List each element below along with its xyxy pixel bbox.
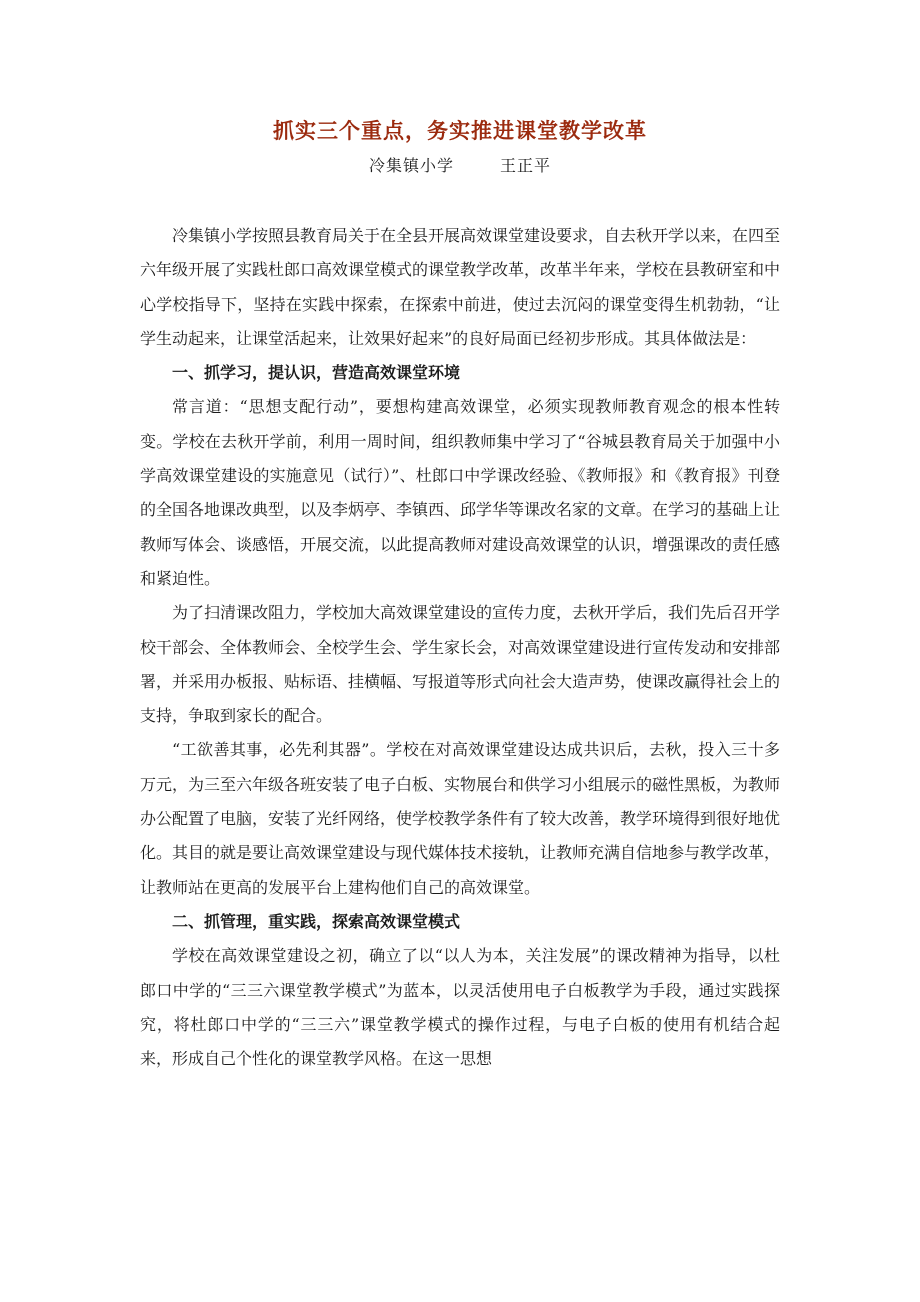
school-name: 冷集镇小学 — [368, 156, 454, 175]
paragraph: 常言道：“思想支配行动”，要想构建高效课堂，必须实现教师教育观念的根本性转变。学校在去秋开学前，利用一周时间，组织教师集中学习了“谷城县教育局关于加强中小学高效课堂建设的实施意见（试行）”、杜郎口中学课改经验、《教师报》和《教育报》刊登的全国各地课改典型，以及李炳亭、李镇西、邱学华等课改名家的文章。在学习的基础上让教师写体会、谈感悟，开展交流，以此提高教师对建设高效课堂的认识，增强课改的责任感和紧迫性。 — [140, 397, 781, 588]
paragraph: 为了扫清课改阻力，学校加大高效课堂建设的宣传力度，去秋开学后，我们先后召开学校干部会、全体教师会、全校学生会、学生家长会，对高效课堂建设进行宣传发动和安排部署，并采用办板报、贴标语、挂横幅、写报道等形式向社会大造声势，使课改赢得社会上的支持，争取到家长的配合。 — [140, 603, 781, 726]
document-body — [140, 219, 780, 1076]
paragraph: “工欲善其事，必先利其器”。学校在对高效课堂建设达成共识后，去秋，投入三十多万元，为三至六年级各班安装了电子白板、实物展台和供学习小组展示的磁性黑板，为教师办公配置了电脑，安装了光纤网络，使学校教学条件有了较大改善，教学环境得到很好地优化。其目的就是要让高效课堂建设与现代媒体技术接轨，让教师充满自信地参与教学改革，让教师站在更高的发展平台上建构他们自己的高效课堂。 — [140, 740, 781, 897]
author-name: 王正平 — [500, 156, 552, 175]
byline — [140, 153, 780, 179]
document-title: 抓实三个重点，务实推进课堂教学改革 — [273, 119, 647, 143]
section-heading-1: 一、抓学习，提认识，营造高效课堂环境 — [172, 363, 461, 383]
paragraph: 学校在高效课堂建设之初，确立了以“以人为本，关注发展”的课改精神为指导，以杜郎口中学的“三三六课堂教学模式”为蓝本，以灵活使用电子白板教学为手段，通过实践探究，将杜郎口中学的“三三六”课堂教学模式的操作过程，与电子白板的使用有机结合起来，形成自己个性化的课堂教学风格。在这一思想 — [140, 946, 780, 1069]
section-heading-2: 二、抓管理，重实践，探索高效课堂模式 — [172, 911, 461, 931]
intro-paragraph: 冷集镇小学按照县教育局关于在全县开展高效课堂建设要求，自去秋开学以来，在四至六年级开展了实践杜郎口高效课堂模式的课堂教学改革，改革半年来，学校在县教研室和中心学校指导下，坚持在实践中探索，在探索中前进，使过去沉闷的课堂变得生机勃勃，“让学生动起来，让课堂活起来，让效果好起来”的良好局面已经初步形成。其具体做法是： — [140, 226, 781, 348]
